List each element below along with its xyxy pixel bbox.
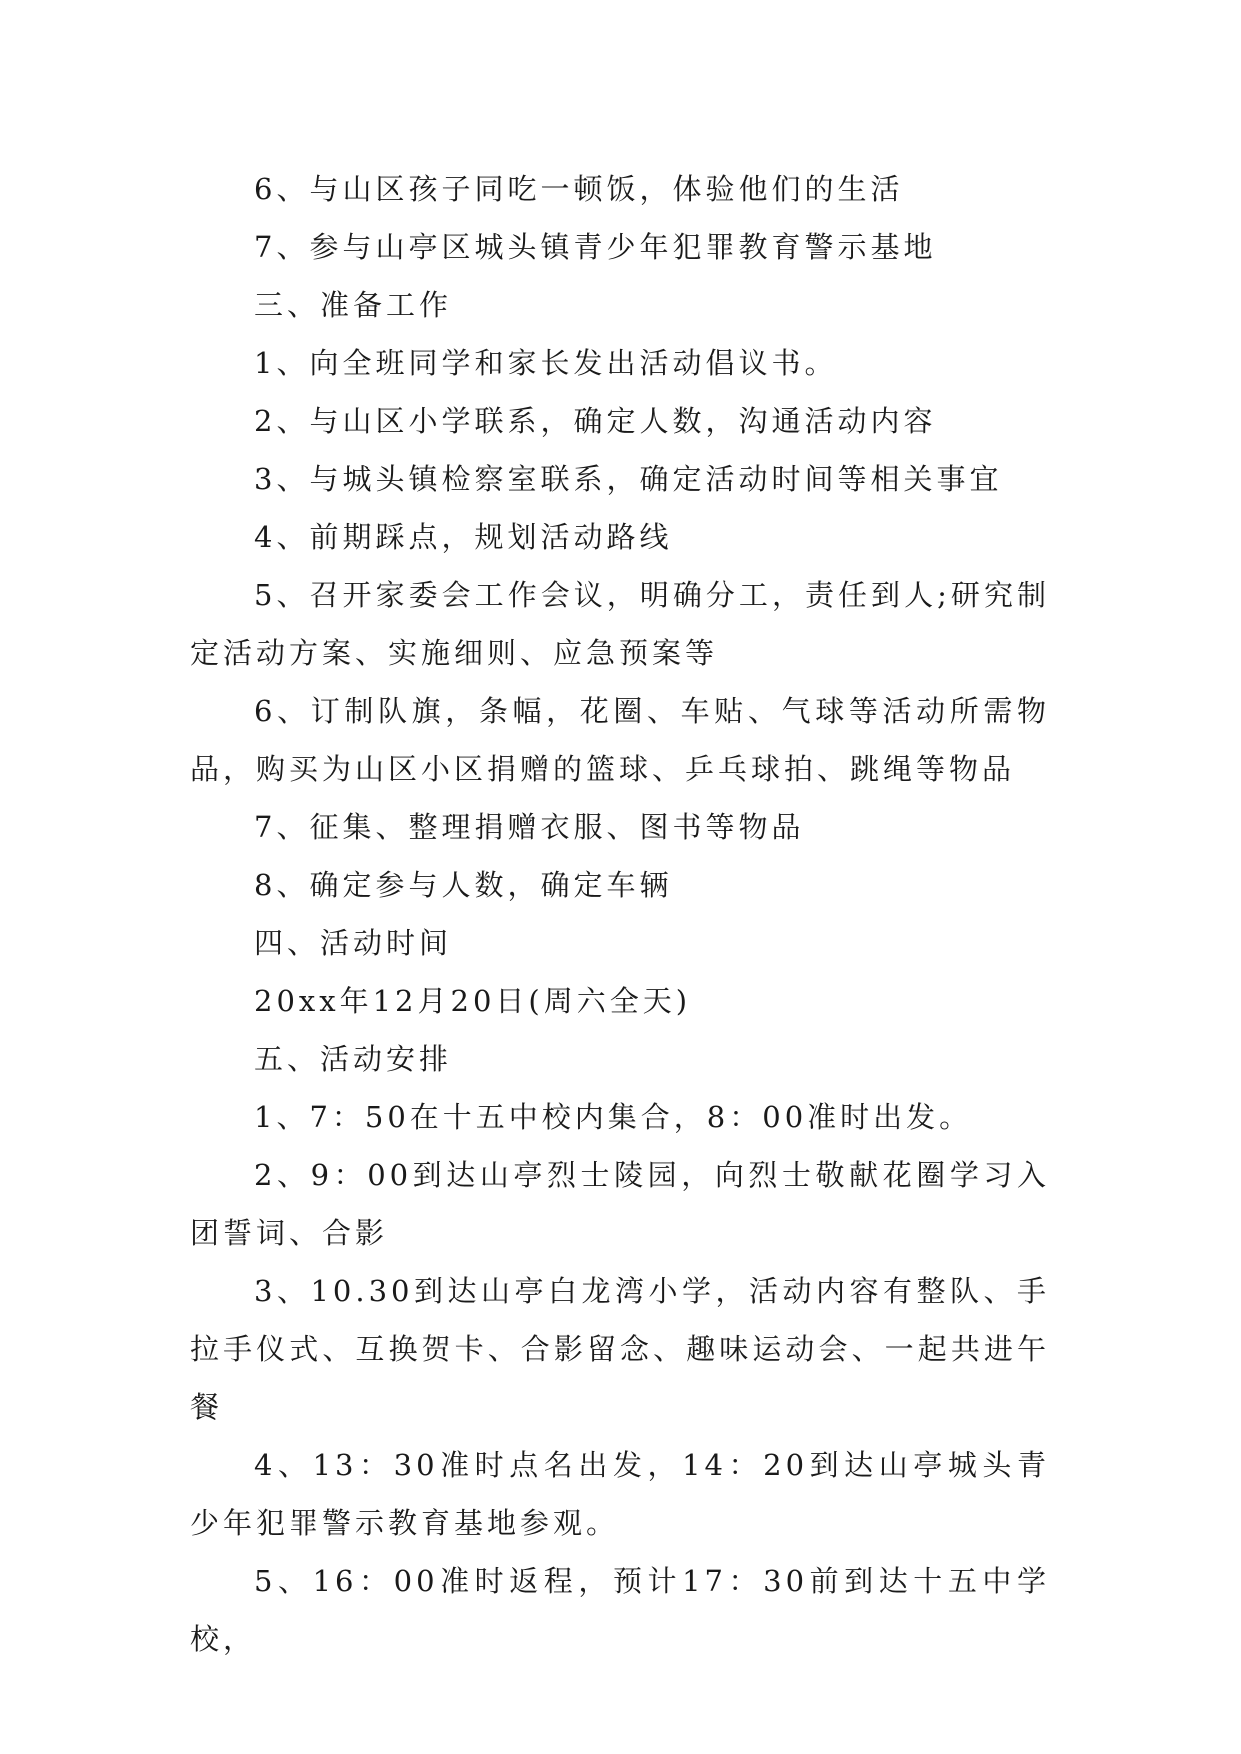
section-heading-preparation: 三、准备工作 — [254, 288, 453, 322]
paragraph-prep-6: 6、订制队旗，条幅，花圈、车贴、气球等活动所需物品，购买为山区小区捐赠的篮球、乒乓球拍、跳绳等物品 — [190, 694, 1050, 786]
paragraph-prep-2: 2、与山区小学联系，确定人数，沟通活动内容 — [254, 404, 937, 438]
paragraph-prep-8: 8、确定参与人数，确定车辆 — [254, 868, 673, 902]
paragraph-item-7-warning-base: 7、参与山亭区城头镇青少年犯罪教育警示基地 — [254, 230, 937, 264]
paragraph-prep-7: 7、征集、整理捐赠衣服、图书等物品 — [254, 810, 805, 844]
document-body — [190, 160, 1050, 1668]
paragraph-prep-1: 1、向全班同学和家长发出活动倡议书。 — [254, 346, 838, 380]
paragraph-prep-5: 5、召开家委会工作会议，明确分工，责任到人;研究制定活动方案、实施细则、应急预案等 — [190, 578, 1050, 670]
paragraph-item-6-shared-meal: 6、与山区孩子同吃一顿饭，体验他们的生活 — [254, 172, 904, 206]
section-heading-activity-schedule: 五、活动安排 — [254, 1042, 453, 1076]
paragraph-schedule-1: 1、7：50在十五中校内集合，8：00准时出发。 — [254, 1100, 973, 1134]
section-heading-activity-time: 四、活动时间 — [254, 926, 453, 960]
paragraph-activity-date: 20xx年12月20日(周六全天) — [254, 984, 692, 1018]
paragraph-schedule-4: 4、13：30准时点名出发，14：20到达山亭城头青少年犯罪警示教育基地参观。 — [190, 1448, 1050, 1540]
paragraph-schedule-5: 5、16：00准时返程，预计17：30前到达十五中学校， — [190, 1564, 1050, 1656]
paragraph-schedule-3: 3、10.30到达山亭白龙湾小学，活动内容有整队、手拉手仪式、互换贺卡、合影留念、趣味运动会、一起共进午餐 — [190, 1274, 1050, 1424]
paragraph-schedule-2: 2、9：00到达山亭烈士陵园，向烈士敬献花圈学习入团誓词、合影 — [190, 1158, 1050, 1250]
paragraph-prep-4: 4、前期踩点，规划活动路线 — [254, 520, 673, 554]
paragraph-prep-3: 3、与城头镇检察室联系，确定活动时间等相关事宜 — [254, 462, 1003, 496]
